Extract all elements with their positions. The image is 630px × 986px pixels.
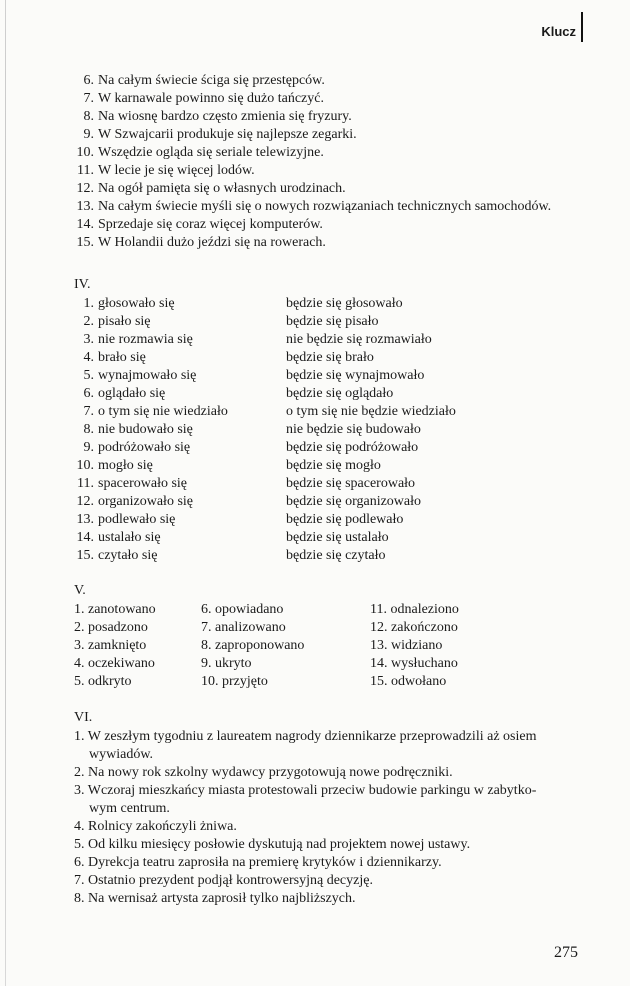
list-item: 3. zamknięto — [74, 638, 147, 653]
list-item: 7. analizowano — [201, 620, 286, 635]
list-item: 5. odkryto — [74, 674, 132, 689]
list-item: 9. ukryto — [201, 656, 252, 671]
paragraph-line: 2. Na nowy rok szkolny wydawcy przygotowują nowe podręczniki. — [74, 765, 453, 780]
paragraph-line: wym centrum. — [89, 801, 170, 816]
list-item: 5. wynajmowało się — [83, 368, 197, 383]
list-item: 3. nie rozmawia się — [83, 332, 193, 347]
list-item: 10. mogło się — [76, 458, 153, 473]
list-item: 8. zaproponowano — [201, 638, 305, 653]
list-item: 11. spacerowało się — [77, 476, 188, 491]
list-item: 2. posadzono — [74, 620, 148, 635]
list-item: 14. wysłuchano — [370, 656, 458, 671]
list-item: 13. podlewało się — [76, 512, 176, 527]
list-item-right: będzie się głosowało — [286, 296, 403, 311]
section-iv-right-column — [286, 295, 456, 565]
list-item: 12. zakończono — [370, 620, 458, 635]
section-iv-heading: IV. — [74, 277, 91, 292]
list-item-right: będzie się ustalało — [286, 530, 389, 545]
paragraph-line: 7. Ostatnio prezydent podjął kontrowersyjną decyzję. — [74, 873, 373, 888]
section-vi-heading: VI. — [74, 710, 93, 725]
list-item-right: nie będzie się budowało — [286, 422, 421, 437]
list-item-right: będzie się organizowało — [286, 494, 422, 509]
paragraph-line: wywiadów. — [89, 747, 154, 762]
list-item: 11. odnaleziono — [370, 602, 459, 617]
list-item: 9. W Szwajcarii produkuje się najlepsze zegarki. — [83, 127, 357, 142]
list-item: 15. W Holandii dużo jeździ się na rowerach. — [76, 235, 326, 250]
list-item: 6. Na całym świecie ściga się przestępców. — [83, 73, 325, 88]
list-item: 11. W lecie je się więcej lodów. — [77, 163, 255, 178]
list-item-right: będzie się podlewało — [286, 512, 404, 527]
paragraph-line: 1. W zeszłym tygodniu z laureatem nagrody dziennikarze przeprowadzili aż osiem — [74, 729, 537, 744]
header-rule — [581, 12, 583, 42]
list-item: 1. zanotowano — [74, 602, 156, 617]
paragraph-line: 4. Rolnicy zakończyli żniwa. — [74, 819, 237, 834]
list-item-right: będzie się spacerowało — [286, 476, 416, 491]
list-item-right: będzie się brało — [286, 350, 374, 365]
section-iii-list — [74, 72, 551, 252]
list-item-right: o tym się nie będzie wiedziało — [286, 404, 456, 419]
list-item: 10. przyjęto — [201, 674, 268, 689]
list-item: 7. o tym się nie wiedziało — [83, 404, 228, 419]
list-item-right: będzie się podróżowało — [286, 440, 419, 455]
list-item: 4. oczekiwano — [74, 656, 155, 671]
list-item: 15. czytało się — [76, 548, 158, 563]
section-v-column-2 — [201, 601, 304, 691]
list-item: 10. Wszędzie ogląda się seriale telewizyjne. — [76, 145, 324, 160]
list-item: 13. Na całym świecie myśli się o nowych rozwiązaniach technicznych samochodów. — [76, 199, 552, 214]
section-v-column-1 — [74, 601, 156, 691]
list-item: 13. widziano — [370, 638, 443, 653]
list-item: 9. podróżowało się — [83, 440, 191, 455]
paragraph-line: 8. Na wernisaż artysta zaprosił tylko najbliższych. — [74, 891, 356, 906]
list-item: 4. brało się — [83, 350, 146, 365]
paragraph-line: 3. Wczoraj mieszkańcy miasta protestowali przeciw budowie parkingu w zabytko- — [74, 783, 537, 798]
list-item: 12. organizowało się — [76, 494, 193, 509]
section-iv-left-column — [74, 295, 228, 565]
list-item-right: nie będzie się rozmawiało — [286, 332, 432, 347]
list-item: 12. Na ogół pamięta się o własnych urodzinach. — [76, 181, 346, 196]
list-item-right: będzie się wynajmowało — [286, 368, 425, 383]
list-item-right: będzie się mogło — [286, 458, 381, 473]
section-vi-list — [74, 728, 536, 908]
list-item: 6. oglądało się — [83, 386, 166, 401]
list-item: 8. Na wiosnę bardzo często zmienia się fryzury. — [83, 109, 352, 124]
list-item: 1. głosowało się — [83, 296, 175, 311]
list-item: 2. pisało się — [83, 314, 151, 329]
page-number: 275 — [554, 944, 578, 961]
list-item: 6. opowiadano — [201, 602, 284, 617]
list-item: 7. W karnawale powinno się dużo tańczyć. — [83, 91, 324, 106]
list-item: 14. Sprzedaje się coraz więcej komputerów. — [76, 217, 323, 232]
list-item: 15. odwołano — [370, 674, 447, 689]
list-item-right: będzie się pisało — [286, 314, 379, 329]
paragraph-line: 6. Dyrekcja teatru zaprosiła na premierę krytyków i dziennikarzy. — [74, 855, 442, 870]
section-v-heading: V. — [74, 583, 86, 598]
list-item-right: będzie się czytało — [286, 548, 386, 563]
page-edge — [5, 0, 6, 986]
list-item: 14. ustalało się — [76, 530, 161, 545]
list-item-right: będzie się oglądało — [286, 386, 394, 401]
section-v-column-3 — [370, 601, 459, 691]
list-item: 8. nie budowało się — [83, 422, 193, 437]
paragraph-line: 5. Od kilku miesięcy posłowie dyskutują nad projektem nowej ustawy. — [74, 837, 471, 852]
running-header: Klucz — [541, 24, 576, 39]
